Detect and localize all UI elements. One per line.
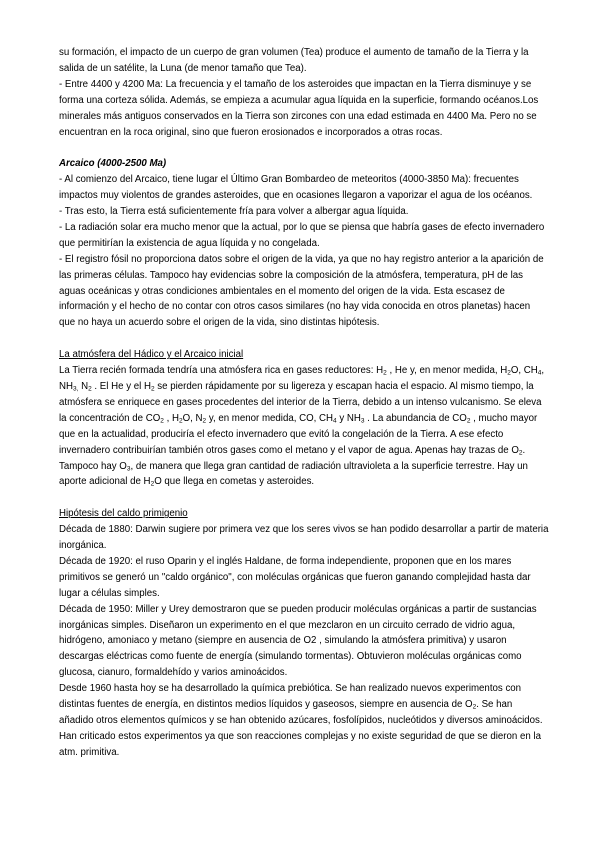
section-title-caldo: Hipótesis del caldo primigenio: [59, 508, 188, 520]
caldo-paragraph-1950: Década de 1950: Miller y Urey demostraron que se pueden producir moléculas orgánicas a partir de sustancias inorgánicas simples. Diseñaron un experimento en el que mezclaron en un circuito cerrado de vidrio agua, hidrógeno, amoniaco y metano (siempre en ausencia de O2 , simulando la atmósfera primitiva) y usaron descargas eléctricas como fuente de energía (simulando tormentas). Obtuvieron moléculas orgánicas como glucosa, cianuro, formaldehído y varios aminoácidos.: [59, 603, 537, 679]
spacer: [59, 140, 549, 156]
intro-continuation: su formación, el impacto de un cuerpo de gran volumen (Tea) produce el aumento de tamaño de la Tierra y la salida de un satélite, la Luna (de menor tamaño que Tea).: [59, 47, 529, 74]
document-page: [59, 45, 549, 761]
section-title-arcaico: Arcaico (4000-2500 Ma): [59, 158, 167, 170]
caldo-paragraph-1880: Década de 1880: Darwin sugiere por primera vez que los seres vivos se han podido desarrollar a partir de materia inorgánica.: [59, 524, 549, 552]
caldo-paragraph-1920: Década de 1920: el ruso Oparin y el inglés Haldane, de forma independiente, proponen que en los mares primitivos se generó un "caldo orgánico", con moléculas orgánicas que fueron ganando complejidad hasta dar lugar a células simples.: [59, 555, 531, 599]
section-title-atmosfera: La atmósfera del Hádico y el Arcaico inicial: [59, 349, 244, 361]
caldo-paragraph-1960: Desde 1960 hasta hoy se ha desarrollado la química prebiótica. Se han realizado nuevos experimentos con distintas fuentes de energía, en distintos medios líquidos y gaseosos, siempre en ausencia de $O_2$. Se han añadido otros elementos químicos y se han obtenido azúcares, fosfolípidos, nucleótidos y diversos aminoácidos. Han criticado estos experimentos ya que son reacciones complejas y no existe seguridad de que se dieron en la atm. primitiva.: [59, 683, 543, 758]
arcaico-bullet-4: - El registro fósil no proporciona datos sobre el origen de la vida, ya que no hay registro anterior a la aparición de las primeras células. Tampoco hay evidencias sobre la composición de la atmósfera, temperatura, pH de las aguas oceánicas y otras condiciones ambientales en el momento del origen de la vida. Esta escasez de información y el hecho de no contar con otros casos similares (no hay vida conocida en otros planetas) hacen que no haya un acuerdo sobre el origen de la vida, sino distintas hipótesis.: [59, 253, 544, 329]
arcaico-bullet-1: - Al comienzo del Arcaico, tiene lugar el Último Gran Bombardeo de meteoritos (4000-3850 Ma): frecuentes impactos muy violentos de grandes asteroides, que en ocasiones llegaron a vaporizar el agua de los océanos.: [59, 174, 533, 202]
atmosfera-paragraph: La Tierra recién formada tendría una atmósfera rica en gases reductores: $H_2$ , He y, en menor medida, $H_2O$, $CH_4$, $NH_{3,}$ $N_2$ . El He y el $H_2$ se pierden rápidamente por su ligereza y escapan hacia el espacio. Al mismo tiempo, la atmósfera se enriquece en gases procedentes del interior de la Tierra, debido a un intenso vulcanismo. Se eleva la concentración de $CO_2$ , $H_2O$, $N_2$ y, en menor medida, CO, $CH_4$ y $NH_3$ . La abundancia de $CO_2$ , mucho mayor que en la actualidad, produciría el efecto invernadero que evitó la congelación de la Tierra. A ese efecto invernadero contribuirían también otros gases como el metano y el vapor de agua. Apenas hay trazas de $O_2$. Tampoco hay $O_3$, de manera que llega gran cantidad de radiación ultravioleta a la superficie terrestre. Hay un aporte adicional de $H_2O$ que llega en cometas y asteroides.: [59, 365, 545, 488]
arcaico-bullet-2: - Tras esto, la Tierra está suficientemente fría para volver a albergar agua líquida.: [59, 206, 409, 218]
intro-bullet-4400-4200: - Entre 4400 y 4200 Ma: La frecuencia y el tamaño de los asteroides que impactan en la Tierra disminuye y se forma una corteza sólida. Además, se empieza a acumular agua líquida en la superficie, formando océanos.Los minerales más antiguos conservados en la Tierra son zircones con una edad estimada en 4400 Ma. Pero no se encuentran en la roca original, sino que fueron erosionados e incorporados a otras rocas.: [59, 78, 539, 138]
spacer: [59, 331, 549, 347]
arcaico-bullet-3: - La radiación solar era mucho menor que la actual, por lo que se piensa que habría gases de efecto invernadero que permitirían la existencia de agua líquida y no congelada.: [59, 221, 545, 249]
spacer: [59, 490, 549, 506]
